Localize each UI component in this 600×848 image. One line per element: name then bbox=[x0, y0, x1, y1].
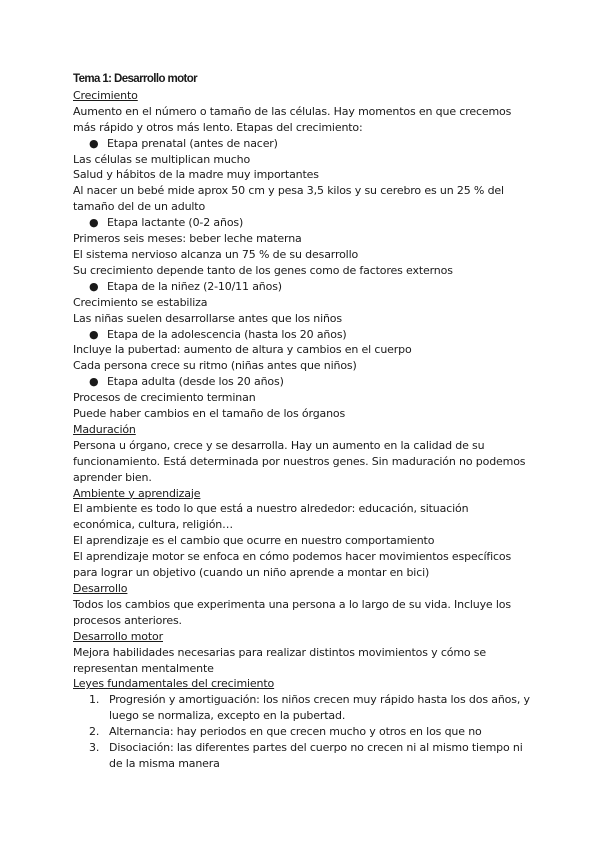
text-line: Las niñas suelen desarrollarse antes que los niños bbox=[73, 311, 342, 325]
list-item bbox=[73, 740, 533, 772]
bullet-icon: ● bbox=[89, 216, 99, 230]
document-title: Tema 1: Desarrollo motor bbox=[73, 73, 198, 85]
section-heading-maduracion: Maduración bbox=[73, 422, 136, 436]
bullet-text: Etapa de la adolescencia (hasta los 20 años) bbox=[107, 327, 347, 341]
section-heading-crecimiento: Crecimiento bbox=[73, 88, 138, 102]
bullet-text: Etapa adulta (desde los 20 años) bbox=[107, 375, 284, 389]
paragraph: Aumento en el número o tamaño de las células. Hay momentos en que crecemos más rápido y otros más lento. Etapas del crecimiento: bbox=[73, 104, 512, 134]
paragraph: Persona u órgano, crece y se desarrolla. Hay un aumento en la calidad de su funcionamiento. Está determinada por nuestros genes. Sin maduración no podemos aprender bien. bbox=[73, 438, 526, 484]
section-heading-desarrollo: Desarrollo bbox=[73, 582, 128, 595]
text-line: El sistema nervioso alcanza un 75 % de su desarrollo bbox=[73, 247, 359, 261]
bullet-item bbox=[73, 215, 533, 231]
paragraph: El aprendizaje motor se enfoca en cómo podemos hacer movimientos específicos para lograr un objetivo (cuando un niño aprende a montar en bici) bbox=[73, 550, 512, 580]
paragraph: Mejora habilidades necesarias para realizar distintos movimientos y cómo se representan mentalmente bbox=[73, 645, 487, 675]
text-line: Primeros seis meses: beber leche materna bbox=[73, 232, 302, 246]
text-line: Procesos de crecimiento terminan bbox=[73, 391, 256, 405]
bullet-text: Etapa prenatal (antes de nacer) bbox=[107, 136, 278, 150]
paragraph: El aprendizaje es el cambio que ocurre en nuestro comportamiento bbox=[73, 534, 435, 548]
bullet-icon: ● bbox=[89, 375, 99, 389]
bullet-icon: ● bbox=[89, 327, 99, 341]
bullet-item bbox=[73, 374, 533, 390]
bullet-item bbox=[73, 279, 533, 295]
list-number: 1. bbox=[89, 693, 100, 707]
text-line: Al nacer un bebé mide aprox 50 cm y pesa 3,5 kilos y su cerebro es un 25 % del tamaño del de un adulto bbox=[73, 184, 504, 214]
paragraph: Todos los cambios que experimenta una persona a lo largo de su vida. Incluye los procesos anteriores. bbox=[73, 597, 511, 627]
list-item-text: Alternancia: hay periodos en que crecen mucho y otros en los que no bbox=[109, 725, 482, 739]
list-number: 3. bbox=[89, 741, 100, 755]
list-item-text: Progresión y amortiguación: los niños crecen muy rápido hasta los dos años, y luego se normaliza, excepto en la pubertad. bbox=[109, 693, 530, 723]
text-line: Las células se multiplican mucho bbox=[73, 152, 251, 166]
paragraph: El ambiente es todo lo que está a nuestro alrededor: educación, situación económica, cultura, religión… bbox=[73, 502, 469, 532]
list-item bbox=[73, 724, 533, 740]
text-line: Incluye la pubertad: aumento de altura y cambios en el cuerpo bbox=[73, 343, 412, 357]
text-line: Salud y hábitos de la madre muy importantes bbox=[73, 168, 319, 182]
bullet-item bbox=[73, 327, 533, 343]
text-line: Cada persona crece su ritmo (niñas antes que niños) bbox=[73, 359, 357, 373]
bullet-text: Etapa lactante (0-2 años) bbox=[107, 216, 244, 230]
numbered-list bbox=[73, 692, 533, 772]
text-line: Crecimiento se estabiliza bbox=[73, 295, 208, 309]
text-line: Su crecimiento depende tanto de los genes como de factores externos bbox=[73, 263, 453, 277]
section-heading-leyes: Leyes fundamentales del crecimiento bbox=[73, 677, 275, 691]
list-item bbox=[73, 692, 533, 724]
text-line: Puede haber cambios en el tamaño de los órganos bbox=[73, 407, 346, 421]
bullet-text: Etapa de la niñez (2-10/11 años) bbox=[107, 279, 282, 293]
document-body bbox=[73, 72, 533, 772]
section-heading-ambiente: Ambiente y aprendizaje bbox=[73, 486, 201, 500]
bullet-item bbox=[73, 136, 533, 152]
list-number: 2. bbox=[89, 725, 100, 739]
section-heading-desarrollo-motor: Desarrollo motor bbox=[73, 629, 163, 643]
list-item-text: Disociación: las diferentes partes del cuerpo no crecen ni al mismo tiempo ni de la misma manera bbox=[109, 741, 523, 770]
bullet-icon: ● bbox=[89, 279, 99, 293]
bullet-icon: ● bbox=[89, 136, 99, 150]
